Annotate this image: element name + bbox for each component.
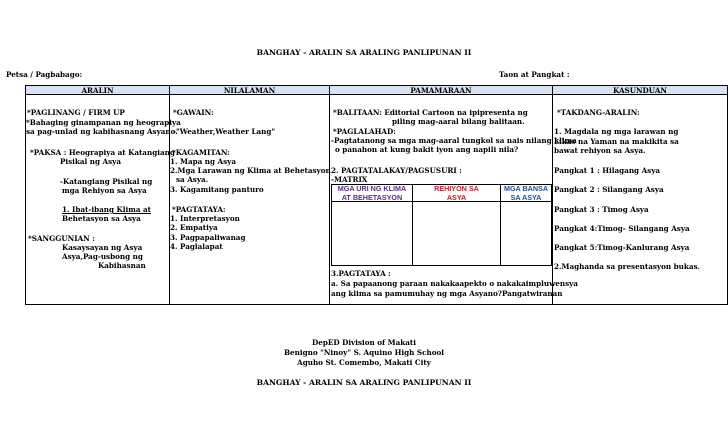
kasunduan-line: 1. Magdala ng mga larawan ng (554, 127, 679, 136)
pamamaraan-line: *PAGLALAHAD: (333, 127, 396, 136)
aralin-line: mga Rehiyon sa Asya (62, 186, 147, 195)
aralin-line: Kabihasnan (98, 261, 146, 270)
nilalaman-line: *KAGAMITAN: (172, 148, 230, 157)
pamamaraan-line: -MATRIX (331, 175, 368, 184)
table-bottom-border (25, 304, 728, 305)
footer-division: DepED Division of Makati (312, 338, 416, 347)
matrix-bottom-border (331, 265, 551, 266)
pamamaraan-line: 2. PAGTATALAKAY/PAGSUSURI : (331, 166, 462, 175)
matrix-header-klima (332, 184, 412, 202)
kasunduan-line: Pangkat 1 : Hilagang Asya (554, 166, 661, 175)
kasunduan-line: Pangkat 3 : Timog Asya (554, 205, 649, 214)
aralin-line: 1. Ibat-ibang Klima at (62, 205, 151, 214)
matrix-header-text: MGA URI NG KLIMA (337, 184, 407, 193)
pamamaraan-line: *BALITAAN: Editorial Cartoon na ipipresenta ng (333, 108, 528, 117)
header-kasunduan: KASUNDUAN (613, 86, 667, 95)
petsa-label: Petsa / Pagbabago: (6, 70, 83, 79)
nilalaman-line: -"Weather,Weather Lang" (173, 127, 276, 136)
nilalaman-line: *PAGTATAYA: (172, 205, 226, 214)
matrix-header-text: ASYA (446, 193, 467, 202)
nilalaman-line: 2. Empatiya (170, 223, 218, 232)
nilalaman-line: 2.Mga Larawan ng Klima at Behetasyon (170, 166, 331, 175)
document-title: BANGHAY - ARALIN SA ARALING PANLIPUNAN II (256, 48, 472, 57)
taon-label: Taon at Pangkat : (499, 70, 570, 79)
footer-title: BANGHAY - ARALIN SA ARALING PANLIPUNAN II (256, 378, 472, 387)
pamamaraan-line: o panahon at kung bakit iyon ang napili nila? (335, 145, 519, 154)
col-divider-3 (552, 85, 553, 305)
kasunduan-line: Pangkat 5:Timog-Kanlurang Asya (554, 243, 690, 252)
aralin-line: Pisikal ng Asya (60, 157, 121, 166)
aralin-line: *Bahaging ginampanan ng heograpiya (26, 118, 181, 127)
matrix-header-text: SA ASYA (510, 193, 542, 202)
aralin-line: sa pag-unlad ng kabihasnang Asyano. (26, 127, 178, 136)
matrix-header-text: AT BEHETASYON (341, 193, 403, 202)
header-aralin: ARALIN (81, 86, 114, 95)
col-divider-2 (329, 85, 330, 305)
pamamaraan-line: -Pagtatanong sa mga mag-aaral tungkol sa nais nilang klima (331, 136, 577, 145)
kasunduan-line: *TAKDANG-ARALIN: (557, 108, 640, 117)
matrix-header-text: REHIYON SA (434, 184, 479, 193)
header-pamamaraan: PAMAMARAAN (410, 86, 472, 95)
pamamaraan-line: 3.PAGTATAYA : (331, 269, 391, 278)
aralin-line: Kasaysayan ng Asya (62, 243, 143, 252)
aralin-line: *PAGLINANG / FIRM UP (27, 108, 125, 117)
matrix-header-text: MGA BANSA (503, 184, 549, 193)
footer-address: Aguho St. Comembo, Makati City (297, 358, 431, 367)
aralin-line: *SANGGUNIAN : (28, 234, 95, 243)
aralin-line: *PAKSA : Heograpiya at Katangiang (30, 148, 175, 157)
kasunduan-line: Likas na Yaman na makikita sa (554, 137, 679, 146)
aralin-line: Behetasyon sa Asya (62, 214, 141, 223)
nilalaman-line: *GAWAIN: (173, 108, 214, 117)
kasunduan-line: Pangkat 4:Timog- Silangang Asya (554, 224, 690, 233)
header-nilalaman: NILALAMAN (223, 86, 276, 95)
aralin-line: -Katangiang Pisikal ng (60, 177, 153, 186)
matrix-header-rehiyon (413, 184, 500, 202)
pamamaraan-line: a. Sa papaanong paraan nakakaapekto o nakakaimpluwensya (331, 279, 578, 288)
nilalaman-line: 1. Interpretasyon (170, 214, 240, 223)
kasunduan-line: Pangkat 2 : Silangang Asya (554, 185, 664, 194)
nilalaman-line: 3. Pagpapaliwanag (170, 233, 246, 242)
pamamaraan-line: piling mag-aaral bilang balitaan. (392, 117, 525, 126)
matrix-header-bansa (501, 184, 551, 202)
matrix-right-border (551, 184, 552, 266)
nilalaman-line: 1. Mapa ng Asya (170, 157, 237, 166)
footer-school: Benigno "Ninoy" S. Aquino High School (283, 348, 445, 357)
aralin-line: Asya,Pag-usbong ng (62, 252, 143, 261)
kasunduan-line: bawat rehiyon sa Asya. (554, 146, 646, 155)
kasunduan-line: 2.Maghanda sa presentasyon bukas. (554, 262, 701, 271)
nilalaman-line: sa Asya. (176, 175, 209, 184)
pamamaraan-line: ang klima sa pamumuhay ng mga Asyano?Pangatwiranan (331, 289, 563, 298)
nilalaman-line: 3. Kagamitang panturo (170, 185, 264, 194)
nilalaman-line: 4. Paglalapat (170, 242, 223, 251)
